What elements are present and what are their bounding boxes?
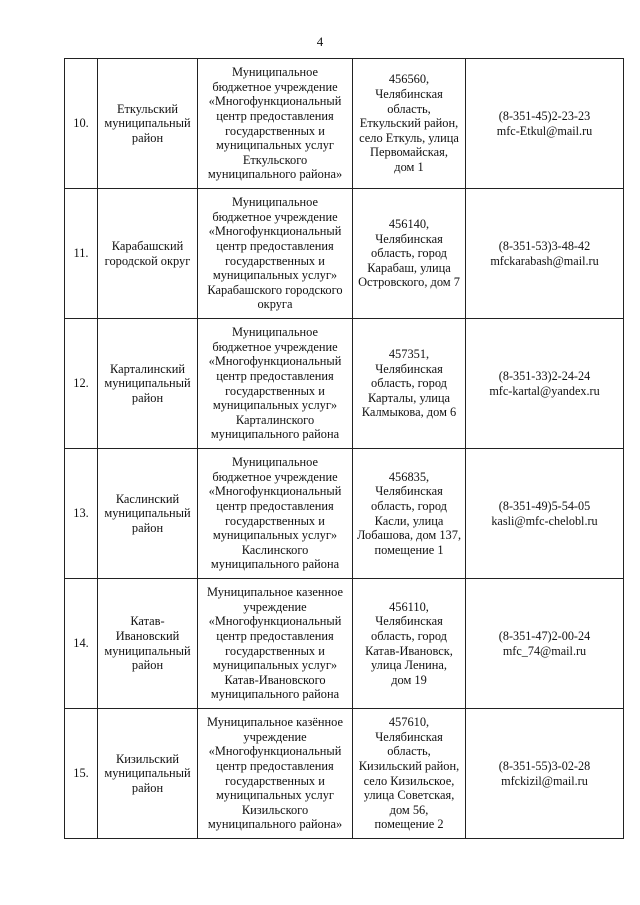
- address-line: дом 1: [394, 159, 424, 174]
- municipality-name-line: муниципальный: [104, 766, 191, 781]
- mfc-registry-table: [64, 58, 624, 839]
- organization-name-line: Карабашского городского: [207, 282, 343, 297]
- address-line: помещение 1: [374, 542, 444, 557]
- municipality-name-line: район: [131, 390, 164, 405]
- organization-name-line: муниципального района: [210, 687, 340, 702]
- organization-name: [198, 449, 353, 579]
- organization-name-line: муниципальных услуг»: [212, 658, 338, 673]
- organization-name-line: «Многофункциональный: [208, 354, 342, 369]
- organization-name-line: центр предоставления: [216, 368, 334, 383]
- row-number: 11.: [65, 189, 98, 319]
- table-row: [65, 189, 624, 319]
- contacts: [466, 449, 624, 579]
- organization-name-line: учреждение: [243, 729, 307, 744]
- organization-name-line: Каслинского: [241, 542, 309, 557]
- address-line: Касли, улица: [374, 513, 444, 528]
- municipality-name: [98, 189, 198, 319]
- organization-name-line: муниципальных услуг»: [212, 268, 338, 283]
- address-line: село Еткуль, улица: [359, 130, 459, 145]
- organization-name-line: государственных и: [225, 253, 325, 268]
- table-row: [65, 579, 624, 709]
- row-number: 13.: [65, 449, 98, 579]
- address-line: Карталы, улица: [367, 390, 451, 405]
- contacts: [466, 59, 624, 189]
- address-line: область,: [387, 744, 431, 759]
- organization-name-line: государственных и: [225, 123, 325, 138]
- address-line: помещение 2: [374, 817, 444, 832]
- organization-name-line: бюджетное учреждение: [212, 79, 338, 94]
- address-line: 457610,: [388, 715, 430, 730]
- organization-name-line: Еткульского: [242, 152, 308, 167]
- organization-name-line: муниципальных услуг: [215, 788, 335, 803]
- municipality-name-line: муниципальный: [104, 376, 191, 391]
- organization-name-line: бюджетное учреждение: [212, 209, 338, 224]
- address-line: 456110,: [389, 599, 429, 614]
- address-line: Кизильский район,: [358, 758, 460, 773]
- municipality-name-line: Ивановский: [115, 628, 180, 643]
- address: [353, 59, 466, 189]
- organization-name-line: муниципального района: [210, 427, 340, 442]
- phone-number: (8-351-55)3-02-28: [498, 758, 591, 773]
- organization-name-line: Муниципальное: [232, 195, 318, 210]
- contacts: [466, 319, 624, 449]
- address-line: Челябинская: [375, 361, 443, 376]
- phone-number: (8-351-45)2-23-23: [498, 108, 591, 123]
- organization-name-line: муниципальных услуг: [215, 138, 335, 153]
- organization-name-line: муниципального района: [210, 557, 340, 572]
- municipality-name-line: муниципальный: [104, 643, 191, 658]
- organization-name-line: муниципальных услуг»: [212, 398, 338, 413]
- municipality-name: [98, 709, 198, 839]
- address-line: Челябинская: [375, 484, 443, 499]
- address-line: Лобашова, дом 137,: [356, 528, 462, 543]
- organization-name-line: центр предоставления: [216, 628, 334, 643]
- address-line: Карабаш, улица: [367, 260, 451, 275]
- organization-name-line: «Многофункциональный: [208, 484, 342, 499]
- contacts: [466, 709, 624, 839]
- municipality-name-line: городской округ: [104, 253, 191, 268]
- address: [353, 189, 466, 319]
- row-number: 15.: [65, 709, 98, 839]
- table-row: [65, 59, 624, 189]
- address: [353, 579, 466, 709]
- organization-name-line: центр предоставления: [216, 758, 334, 773]
- organization-name-line: «Многофункциональный: [208, 224, 342, 239]
- organization-name: [198, 579, 353, 709]
- organization-name-line: «Многофункциональный: [208, 614, 342, 629]
- organization-name: [198, 319, 353, 449]
- contacts: [466, 579, 624, 709]
- municipality-name-line: район: [131, 780, 164, 795]
- municipality-name-line: муниципальный: [104, 506, 191, 521]
- organization-name-line: Муниципальное: [232, 325, 318, 340]
- organization-name-line: округа: [257, 297, 293, 312]
- organization-name-line: государственных и: [225, 643, 325, 658]
- municipality-name: [98, 59, 198, 189]
- address-line: область,: [387, 101, 431, 116]
- address: [353, 449, 466, 579]
- address-line: Челябинская: [375, 231, 443, 246]
- organization-name: [198, 189, 353, 319]
- municipality-name-line: Карабашский: [111, 238, 184, 253]
- address-line: Первомайская,: [370, 145, 448, 160]
- address-line: Калмыкова, дом 6: [361, 405, 457, 420]
- organization-name-line: «Многофункциональный: [208, 744, 342, 759]
- table-row: [65, 319, 624, 449]
- row-number: 14.: [65, 579, 98, 709]
- email-address: mfc_74@mail.ru: [502, 643, 587, 658]
- organization-name-line: Муниципальное казенное: [207, 585, 343, 600]
- address-line: дом 19: [391, 672, 427, 687]
- organization-name-line: Кизильского: [241, 802, 309, 817]
- organization-name-line: муниципального района»: [207, 817, 343, 832]
- organization-name-line: бюджетное учреждение: [212, 469, 338, 484]
- organization-name-line: учреждение: [243, 599, 307, 614]
- email-address: mfckizil@mail.ru: [501, 773, 588, 788]
- municipality-name-line: район: [131, 658, 164, 673]
- phone-number: (8-351-33)2-24-24: [498, 368, 591, 383]
- address-line: Катав-Ивановск,: [365, 643, 453, 658]
- municipality-name-line: Катав-: [130, 614, 165, 629]
- contacts: [466, 189, 624, 319]
- municipality-name-line: район: [131, 520, 164, 535]
- municipality-name-line: Еткульский: [116, 101, 179, 116]
- table-row: [65, 709, 624, 839]
- address-line: область, город: [371, 498, 447, 513]
- organization-name-line: центр предоставления: [216, 238, 334, 253]
- table-body: [65, 59, 624, 839]
- organization-name: [198, 709, 353, 839]
- address-line: область, город: [371, 246, 447, 261]
- organization-name: [198, 59, 353, 189]
- organization-name-line: «Многофункциональный: [208, 94, 342, 109]
- address-line: Островского, дом 7: [358, 275, 460, 290]
- municipality-name-line: Каслинский: [115, 491, 180, 506]
- organization-name-line: государственных и: [225, 773, 325, 788]
- address-line: село Кизильское,: [363, 773, 455, 788]
- address-line: улица Ленина,: [370, 658, 447, 673]
- organization-name-line: центр предоставления: [216, 108, 334, 123]
- address-line: Еткульский район,: [359, 116, 459, 131]
- address-line: Челябинская: [375, 87, 443, 102]
- municipality-name: [98, 579, 198, 709]
- address-line: 456140,: [388, 217, 430, 232]
- table-row: [65, 449, 624, 579]
- organization-name-line: Муниципальное: [232, 455, 318, 470]
- organization-name-line: Муниципальное казённое: [207, 715, 343, 730]
- address-line: Челябинская: [375, 614, 443, 629]
- address-line: улица Советская,: [363, 788, 455, 803]
- email-address: mfc-kartal@yandex.ru: [489, 383, 600, 398]
- municipality-name-line: район: [131, 130, 164, 145]
- municipality-name-line: Карталинский: [109, 361, 186, 376]
- organization-name-line: центр предоставления: [216, 498, 334, 513]
- address-line: 456835,: [388, 469, 430, 484]
- organization-name-line: Катав-Ивановского: [224, 672, 326, 687]
- organization-name-line: Карталинского: [235, 412, 315, 427]
- organization-name-line: Муниципальное: [232, 65, 318, 80]
- email-address: kasli@mfc-chelobl.ru: [491, 513, 598, 528]
- phone-number: (8-351-49)5-54-05: [498, 498, 591, 513]
- municipality-name: [98, 319, 198, 449]
- address: [353, 319, 466, 449]
- organization-name-line: государственных и: [225, 383, 325, 398]
- organization-name-line: муниципального района»: [207, 167, 343, 182]
- address-line: дом 56,: [389, 802, 429, 817]
- row-number: 10.: [65, 59, 98, 189]
- address-line: Челябинская: [375, 729, 443, 744]
- organization-name-line: муниципальных услуг»: [212, 528, 338, 543]
- organization-name-line: государственных и: [225, 513, 325, 528]
- municipality-name-line: муниципальный: [104, 116, 191, 131]
- organization-name-line: бюджетное учреждение: [212, 339, 338, 354]
- address-line: 457351,: [388, 347, 430, 362]
- address-line: область, город: [371, 628, 447, 643]
- email-address: mfc-Etkul@mail.ru: [496, 123, 593, 138]
- address-line: область, город: [371, 376, 447, 391]
- email-address: mfckarabash@mail.ru: [490, 253, 599, 268]
- address: [353, 709, 466, 839]
- municipality-name-line: Кизильский: [115, 751, 180, 766]
- phone-number: (8-351-53)3-48-42: [498, 238, 591, 253]
- page-number: 4: [316, 34, 324, 49]
- row-number: 12.: [65, 319, 98, 449]
- municipality-name: [98, 449, 198, 579]
- phone-number: (8-351-47)2-00-24: [498, 628, 591, 643]
- address-line: 456560,: [388, 72, 430, 87]
